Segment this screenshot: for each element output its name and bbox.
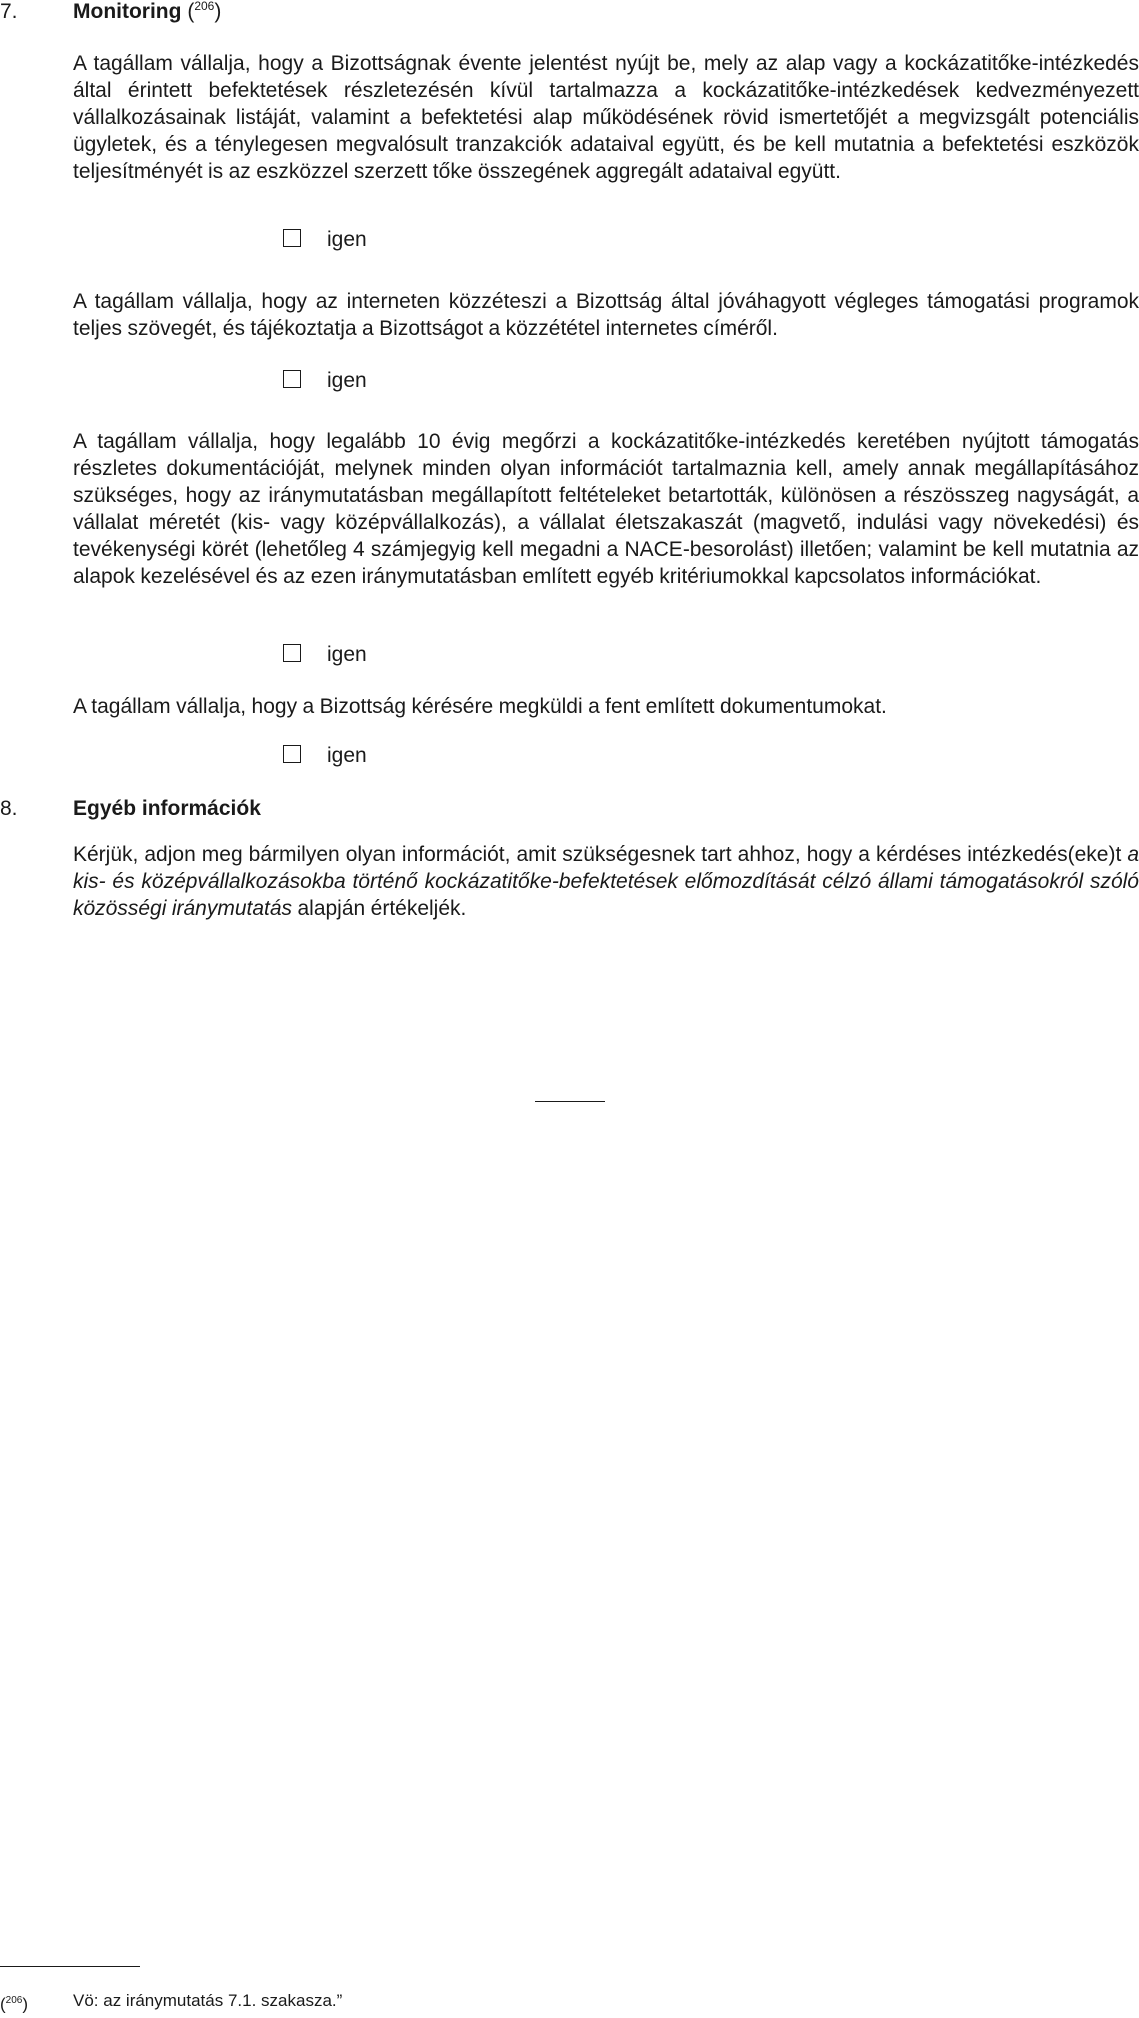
paragraph-other-information <box>73 841 1139 922</box>
checkbox-annual-report[interactable] <box>283 229 301 247</box>
footnote-ref-number: 206 <box>194 0 215 13</box>
checkbox-documentation-retention[interactable] <box>283 644 301 662</box>
section-7-title: Monitoring <box>73 0 182 23</box>
checkbox-label: igen <box>327 228 367 251</box>
checkbox-send-documents[interactable] <box>283 745 301 763</box>
section-8-number: 8. <box>0 797 18 820</box>
paragraph-documentation-retention: A tagállam vállalja, hogy legalább 10 évig megőrzi a kockázatitőke-intézkedés keretében nyújtott támogatás részletes dokumentációját, melynek minden olyan információt tartalmaznia kell, amely annak megállapításához szükséges, hogy az iránymutatásban megállapított feltételeket betartották, különösen a részösszeg nagyságát, a vállalat méretét (kis- vagy középvállalkozás), a vállalat életszakaszát (magvető, indulási vagy növekedési) és tevékenységi körét (lehetőleg 4 számjegyig kell megadni a NACE-besorolást) illetően; valamint be kell mutatnia az alapok kezelésével és az ezen iránymutatásban említett egyéb kritériumokkal kapcsolatos információkat. <box>73 430 1139 588</box>
section-8-title: Egyéb információk <box>73 797 261 820</box>
guideline-title-italic: a kis- és középvállalkozásokba történő kockázatitőke-befektetések előmozdítását célzó állami támogatásokról szóló közösségi iránymutatás <box>73 843 1139 920</box>
checkbox-label: igen <box>327 643 367 666</box>
checkbox-internet-publication[interactable] <box>283 370 301 388</box>
paragraph-send-documents: A tagállam vállalja, hogy a Bizottság kérésére megküldi a fent említett dokumentumokat. <box>73 695 887 718</box>
footnote-number: ($^{206}$) <box>0 1994 29 2014</box>
section-7-number: 7. <box>0 0 18 23</box>
checkbox-label: igen <box>327 369 367 392</box>
footnote-ref: ($^{206}$) <box>187 0 222 23</box>
checkbox-label: igen <box>327 744 367 767</box>
footnote-text: Vö: az iránymutatás 7.1. szakasza.” <box>73 1991 343 2010</box>
other-info-text: Kérjük, adjon meg bármilyen olyan információt, amit szükségesnek tart ahhoz, hogy a kérdéses intézkedés(eke)t <box>73 843 1128 866</box>
footnote-separator-line <box>0 1966 140 1967</box>
paragraph-annual-report: A tagállam vállalja, hogy a Bizottságnak évente jelentést nyújt be, mely az alap vagy a kockázatitőke-intézkedés által érintett befektetések részletezésén kívül tartalmazza a kockázatitőke-intézkedések kedvezményezett vállalkozásainak listáját, valamint a befektetési alap működésének rövid ismertetőjét a megvizsgált potenciális ügyletek, és a ténylegesen megvalósult tranzakciók adataival együtt, és be kell mutatnia a befektetési eszközök teljesítményét is az eszközzel szerzett tőke összegének aggregált adataival együtt. <box>73 52 1139 183</box>
end-separator-line <box>535 1101 605 1102</box>
other-info-text-end: alapján értékeljék. <box>292 897 467 920</box>
paragraph-internet-publication: A tagállam vállalja, hogy az interneten közzéteszi a Bizottság által jóváhagyott végleges támogatási programok teljes szövegét, és tájékoztatja a Bizottságot a közzététel internetes címéről. <box>73 290 1139 340</box>
section-7-title-wrap <box>73 0 221 24</box>
